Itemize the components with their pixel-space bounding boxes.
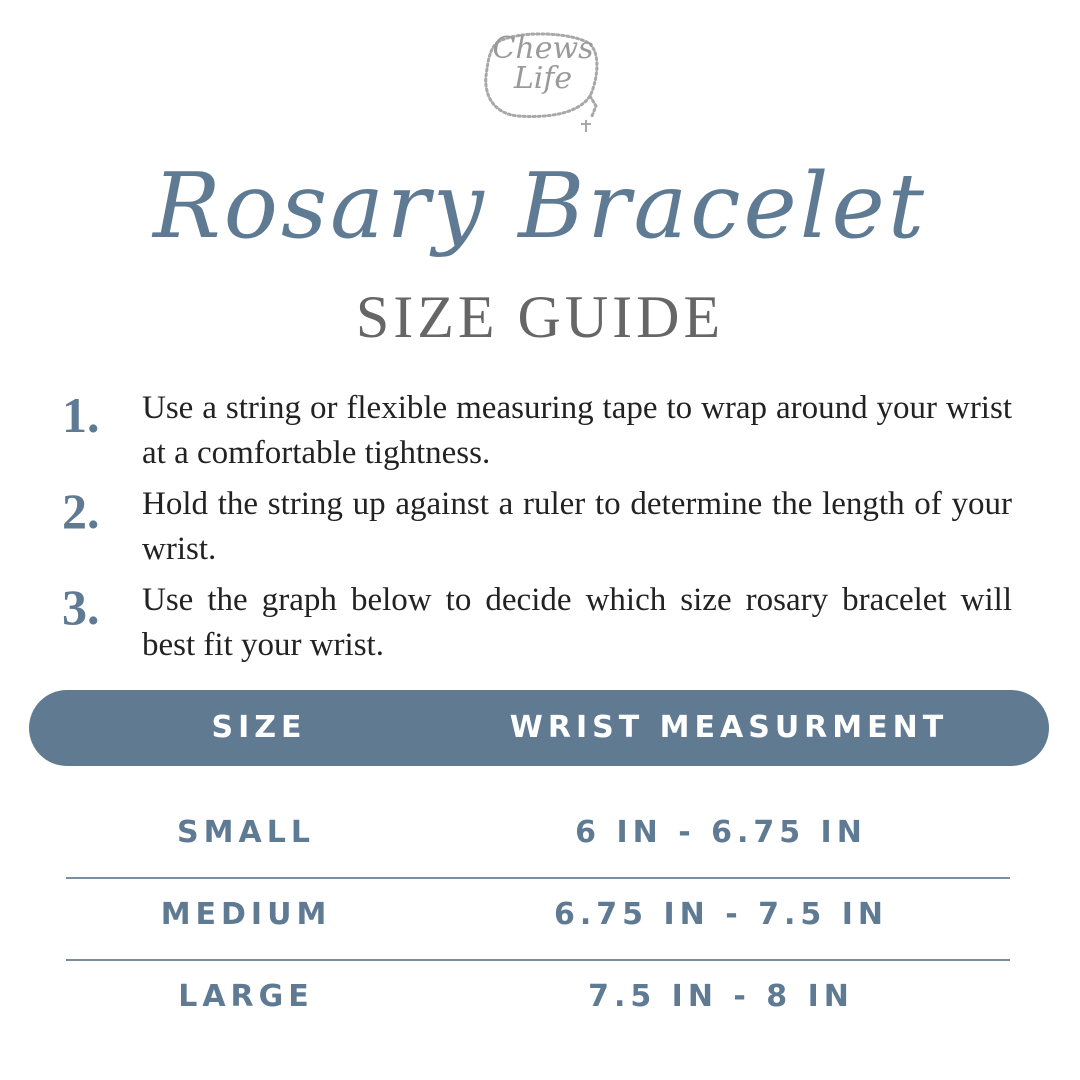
logo-text-line2: Life	[513, 61, 573, 96]
row-size: SMALL	[177, 815, 315, 850]
logo-text	[488, 31, 598, 96]
row-wrist: 6.75 IN - 7.5 IN	[554, 897, 888, 932]
header-wrist-measurement: WRIST MEASURMENT	[509, 710, 949, 745]
page-subtitle: SIZE GUIDE	[355, 284, 725, 350]
row-wrist: 7.5 IN - 8 IN	[588, 979, 854, 1014]
row-size: MEDIUM	[160, 897, 332, 932]
step-number: 3.	[62, 579, 100, 635]
step-number: 2.	[62, 483, 100, 539]
step-number: 1.	[62, 387, 100, 443]
instruction-step	[62, 578, 1012, 668]
logo-text-line1: Chews	[492, 31, 594, 66]
step-text: Use a string or flexible measuring tape to wrap around your wrist at a comfortable tightness.	[142, 390, 1012, 471]
size-table-header	[29, 690, 1049, 766]
step-text: Use the graph below to decide which size rosary bracelet will best fit your wrist.	[142, 582, 1012, 663]
table-row	[66, 874, 1010, 956]
table-row	[66, 792, 1010, 874]
table-row	[66, 956, 1010, 1038]
step-text: Hold the string up against a ruler to determine the length of your wrist.	[142, 486, 1012, 567]
instruction-step	[62, 482, 1012, 572]
header-size: SIZE	[211, 710, 307, 745]
logo	[478, 28, 618, 136]
instructions-list	[62, 386, 1012, 674]
row-wrist: 6 IN - 6.75 IN	[575, 815, 867, 850]
instruction-step	[62, 386, 1012, 476]
row-size: LARGE	[178, 979, 314, 1014]
page-title: Rosary Bracelet	[153, 154, 927, 259]
